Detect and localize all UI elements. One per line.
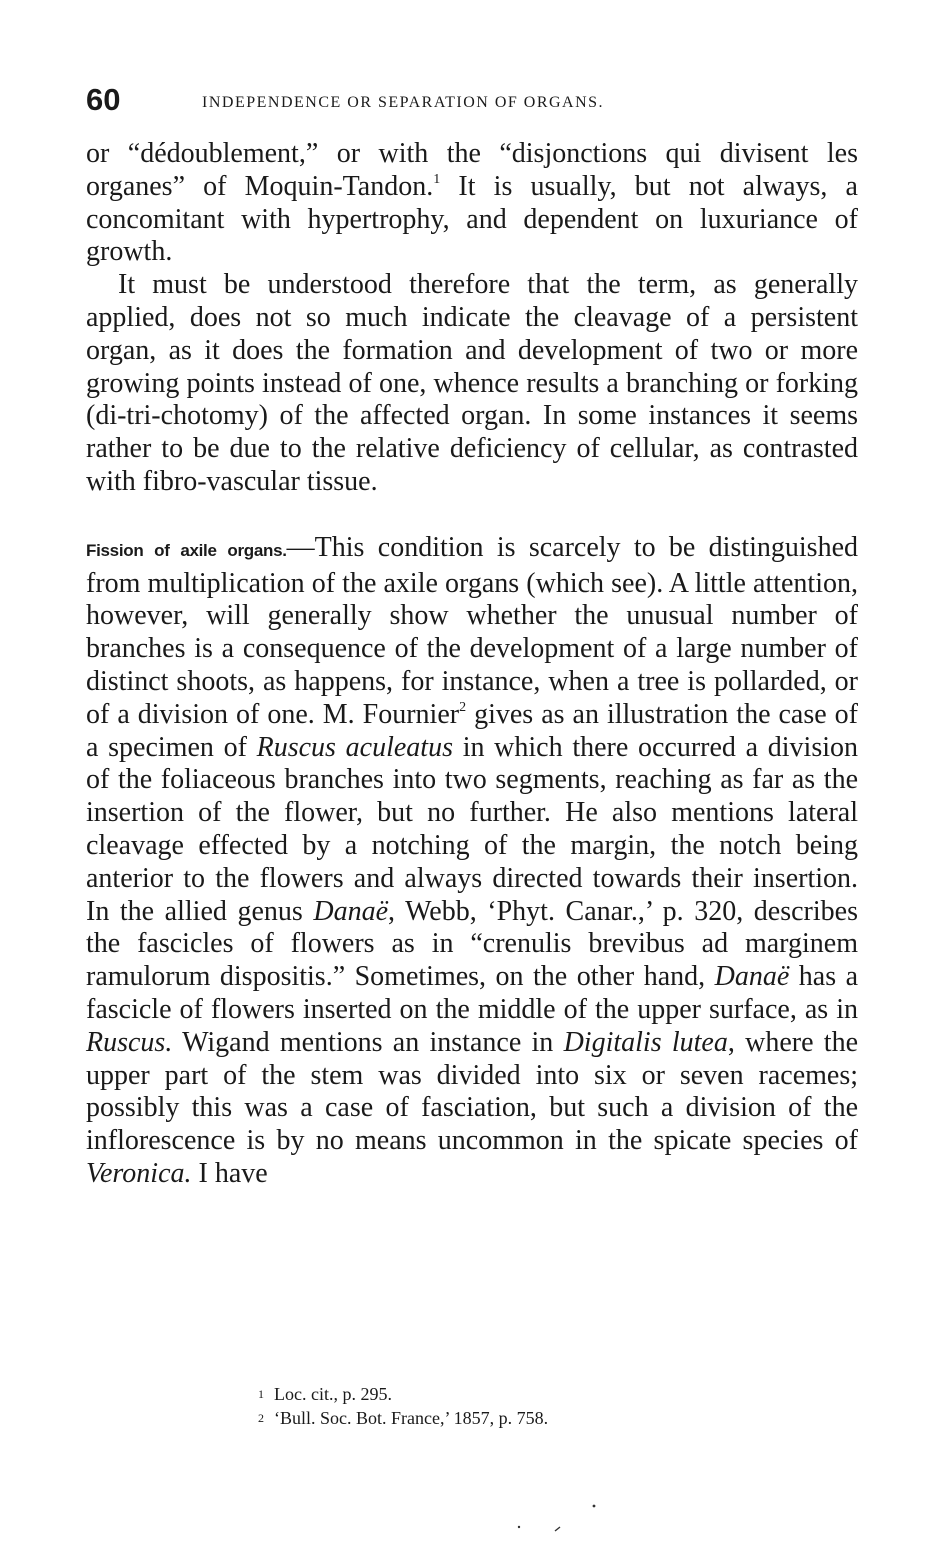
genus-ruscus: Ruscus. [86, 1026, 173, 1058]
paragraph-3-text-2: gives as an illustration the case of a specimen of [86, 698, 859, 763]
footnote-ref-1: 1 [433, 171, 441, 187]
paragraph-3-text-7: , where the upper part of the stem was divided into six or seven racemes; possibly this was a case of fasciation, but such a division of the inflorescence is by no means uncommon in the spicate species of [86, 1026, 859, 1157]
genus-danae-2: Danaë [714, 961, 790, 993]
footnote-text: ‘Bull. Soc. Bot. France,’ 1857, p. 758. [274, 1408, 549, 1428]
paragraph-3-text-6: Wigand mentions an instance in [172, 1026, 564, 1058]
paragraph-3 [86, 532, 858, 1191]
paragraph-2: It must be understood therefore that the term, as generally applied, does not so much indicate the cleavage of a persistent organ, as it does the formation and development of two or more growing points instead of one, whence results a branching or forking (di-tri-chotomy) of the affected organ. In some instances it seems rather to be due to the relative deficiency of cellular, as contrasted with fibro-vascular tissue. [86, 269, 858, 497]
paragraph-3-text-5: has a fascicle of flowers inserted on the middle of the upper surface, as in [86, 961, 858, 1025]
running-title: INDEPENDENCE OR SEPARATION OF ORGANS. [202, 94, 605, 111]
species-digitalis-lutea: Digitalis lutea [563, 1026, 728, 1058]
footnote-text: Loc. cit., p. 295. [274, 1384, 392, 1404]
footnote-ref-2: 2 [459, 699, 467, 715]
paragraph-1 [86, 138, 858, 269]
page-number: 60 [86, 82, 121, 117]
footnote-mark: 1 [258, 1387, 264, 1401]
speck [518, 1526, 520, 1528]
footnote-mark: 2 [258, 1411, 264, 1425]
speck [555, 1527, 560, 1531]
paragraph-3-text-1: —This condition is scarcely to be distinguished from multiplication of the axile organs (which see). A little attention, however, will generally show whether the unusual number of branches is a consequence of the development of a large number of distinct shoots, as happens, for instance, when a tree is pollarded, or of a division of one. M. Fournier [86, 531, 859, 730]
paragraph-1-text-a: or “dédoublement,” or with the “disjonctions qui divisent les organes” of Moquin-Tandon. [86, 138, 858, 202]
paragraph-3-text-3: in which there occurred a division of the foliaceous branches into two segments, reaching as far as the insertion of the flower, but no further. He also mentions lateral cleavage effected by a notching of the margin, the notch being anterior to the flowers and always directed towards their insertion. In the allied genus [86, 731, 859, 927]
section-sidehead: Fission of axile organs. [86, 540, 287, 560]
genus-veronica: Veronica. [86, 1157, 192, 1189]
paragraph-3-text-8: I have [191, 1157, 268, 1189]
footnotes [258, 1382, 758, 1430]
paragraph-3-text-4: , Webb, ‘Phyt. Canar.,’ p. 320, describes the fascicles of flowers as in “crenulis brevibus ad marginem ramulorum dispositis.” Sometimes, on the other hand, [86, 895, 858, 993]
body-text [86, 138, 858, 1191]
page-header [86, 82, 856, 122]
paragraph-1-text-b: It is usually, but not always, a concomitant with hypertrophy, and dependent on luxuriance of growth. [86, 170, 858, 268]
speck [593, 1505, 596, 1508]
species-ruscus-aculeatus: Ruscus aculeatus [256, 731, 453, 763]
paragraph-gap [86, 499, 858, 532]
footnote-2 [258, 1406, 758, 1430]
footnote-1 [258, 1382, 758, 1406]
genus-danae: Danaë [313, 895, 389, 927]
